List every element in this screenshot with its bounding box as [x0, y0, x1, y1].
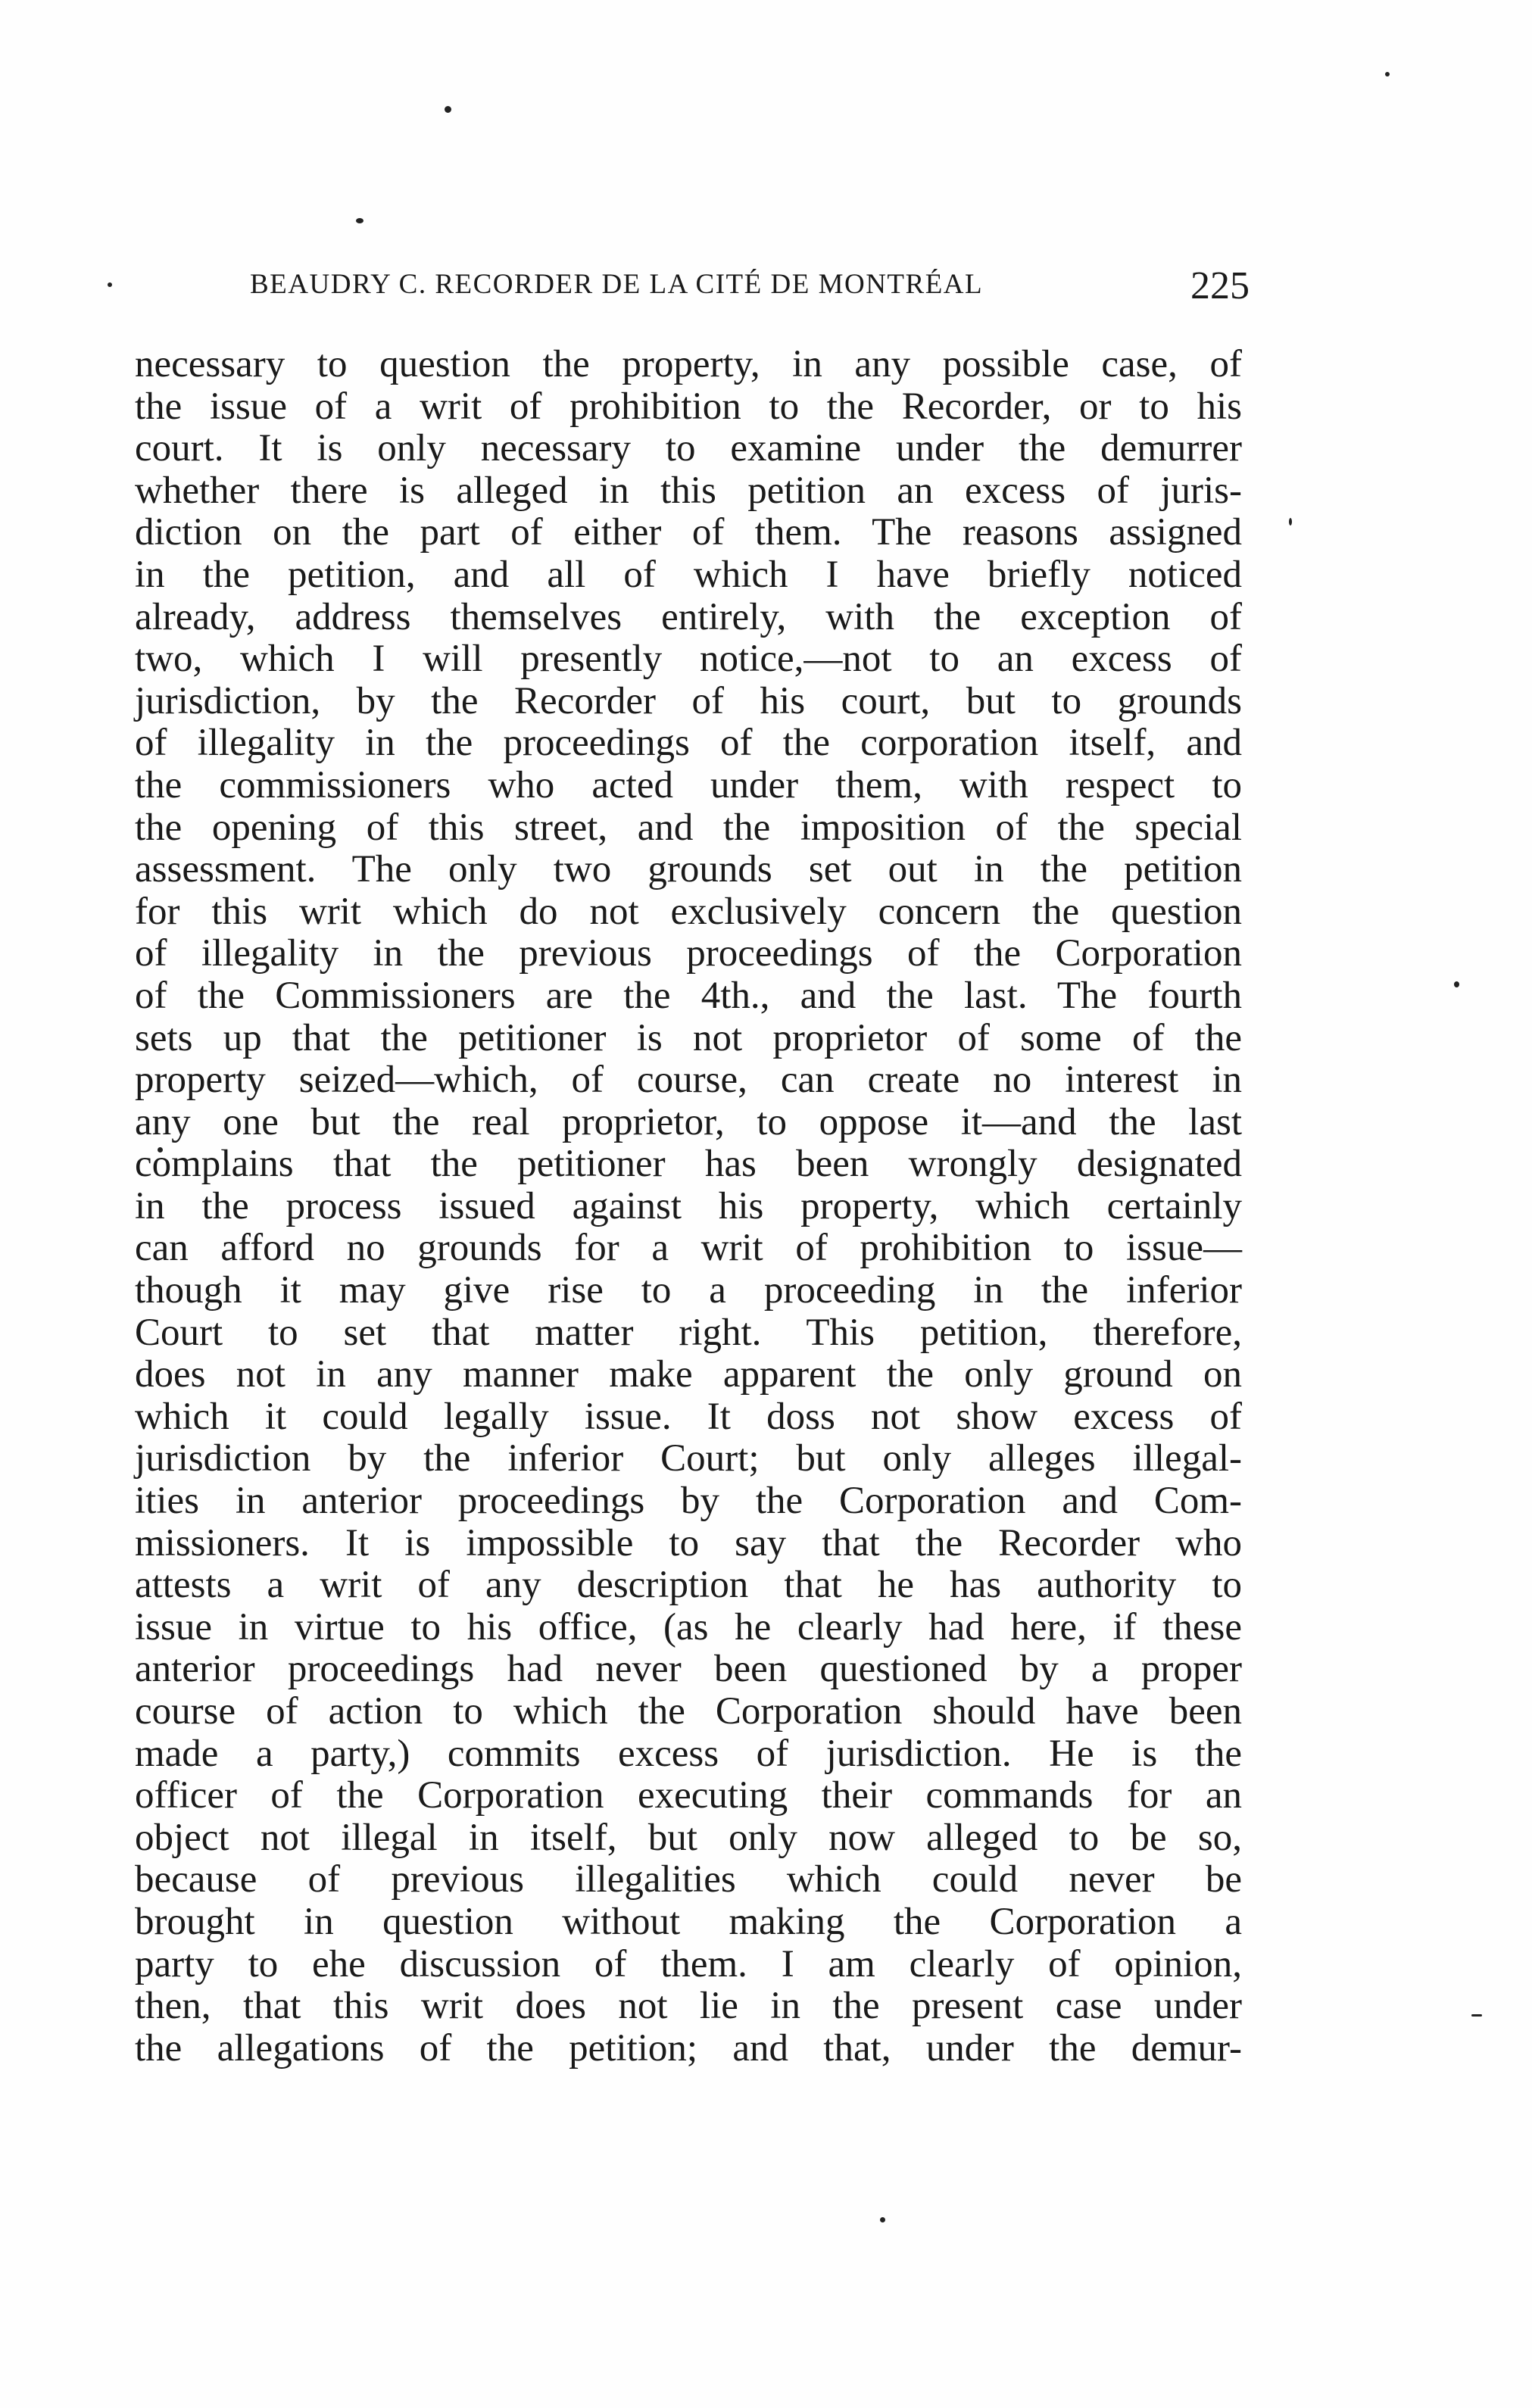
- text-line: two, which I will presently notice,—not to an excess of: [135, 638, 1242, 681]
- text-line: issue in virtue to his office, (as he clearly had here, if these: [135, 1605, 1242, 1648]
- page-number: 225: [1190, 264, 1250, 307]
- text-line: officer of the Corporation executing their commands for an: [135, 1774, 1242, 1817]
- text-line: though it may give rise to a proceeding in the inferior: [135, 1269, 1242, 1312]
- text-line: already, address themselves entirely, with the exception of: [135, 595, 1242, 638]
- text-line: the commissioners who acted under them, with respect to: [135, 763, 1242, 806]
- text-line: brought in question without making the Corporation a: [135, 1900, 1242, 1943]
- text-line: court. It is only necessary to examine under the demurrer: [135, 427, 1242, 470]
- text-line: in the process issued against his property, which certainly: [135, 1184, 1242, 1227]
- text-line: the issue of a writ of prohibition to the Recorder, or to his: [135, 385, 1242, 428]
- ink-speck: [445, 106, 451, 113]
- text-line: attests a writ of any description that he has authority to: [135, 1564, 1242, 1607]
- text-line: necessary to question the property, in any possible case, of: [135, 343, 1242, 385]
- text-line: in the petition, and all of which I have briefly noticed: [135, 553, 1242, 596]
- ink-speck: [1471, 2014, 1482, 2017]
- text-line: of illegality in the previous proceedings of the Corporation: [135, 932, 1242, 975]
- text-line: because of previous illegalities which could never be: [135, 1858, 1242, 1901]
- ink-speck: [1385, 72, 1390, 76]
- text-line: does not in any manner make apparent the only ground on: [135, 1353, 1242, 1396]
- text-line: jurisdiction by the inferior Court; but only alleges illegal-: [135, 1437, 1242, 1480]
- text-line: then, that this writ does not lie in the present case under: [135, 1985, 1242, 2028]
- ink-speck: [356, 218, 363, 223]
- text-line: any one but the real proprietor, to oppose it—and the last: [135, 1100, 1242, 1143]
- text-line: object not illegal in itself, but only now alleged to be so,: [135, 1816, 1242, 1859]
- ink-speck: [1454, 981, 1459, 987]
- text-line: party to ehe discussion of them. I am clearly of opinion,: [135, 1942, 1242, 1985]
- running-head-title: BEAUDRY C. RECORDER DE LA CITÉ DE MONTRÉAL: [250, 269, 984, 300]
- text-line: the opening of this street, and the imposition of the special: [135, 806, 1242, 849]
- text-line: assessment. The only two grounds set out in the petition: [135, 848, 1242, 891]
- text-line: for this writ which do not exclusively concern the question: [135, 890, 1242, 933]
- text-line: Court to set that matter right. This petition, therefore,: [135, 1311, 1242, 1354]
- text-line: can afford no grounds for a writ of prohibition to issue—: [135, 1227, 1242, 1270]
- text-line: complains that the petitioner has been wrongly designated: [135, 1143, 1242, 1186]
- ink-speck: [880, 2217, 885, 2222]
- text-line: whether there is alleged in this petition an excess of juris-: [135, 469, 1242, 512]
- text-line: jurisdiction, by the Recorder of his court, but to grounds: [135, 679, 1242, 722]
- ink-speck: [1289, 518, 1292, 526]
- text-line: which it could legally issue. It doss not show excess of: [135, 1395, 1242, 1438]
- text-line: sets up that the petitioner is not proprietor of some of the: [135, 1016, 1242, 1059]
- body-text: [135, 344, 1242, 2070]
- text-line: diction on the part of either of them. The reasons assigned: [135, 511, 1242, 554]
- text-line: of illegality in the proceedings of the corporation itself, and: [135, 722, 1242, 765]
- text-line: the allegations of the petition; and that, under the demur-: [135, 2026, 1242, 2070]
- text-line: made a party,) commits excess of jurisdiction. He is the: [135, 1732, 1242, 1775]
- text-line: anterior proceedings had never been questioned by a proper: [135, 1648, 1242, 1691]
- text-line: course of action to which the Corporation should have been: [135, 1690, 1242, 1733]
- text-line: of the Commissioners are the 4th., and the last. The fourth: [135, 974, 1242, 1017]
- text-line: property seized—which, of course, can create no interest in: [135, 1059, 1242, 1102]
- running-header: [250, 264, 1250, 309]
- ink-speck: [108, 282, 112, 287]
- text-line: ities in anterior proceedings by the Corporation and Com-: [135, 1480, 1242, 1523]
- text-line: missioners. It is impossible to say that the Recorder who: [135, 1521, 1242, 1564]
